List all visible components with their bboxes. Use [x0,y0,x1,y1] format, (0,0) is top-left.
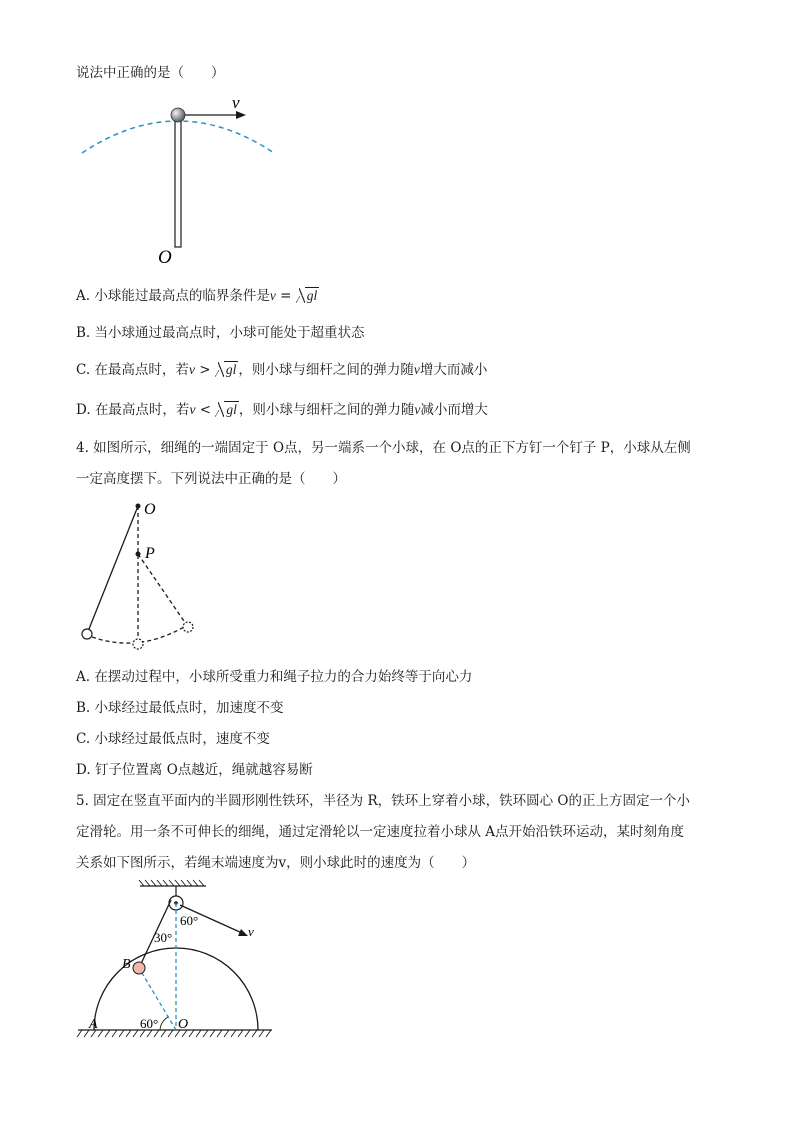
q5-angle-string-label: 30° [154,930,173,945]
q4-ball-bottom [133,639,143,649]
q3-o-label: O [158,247,172,268]
q3-figure-rod-on-circle [78,95,288,270]
q4-point-p [136,552,141,557]
q3-option-a[interactable]: A. 小球能过最高点的临界条件是v = gl [76,288,318,304]
q4-option-d[interactable]: D. 钉子位置离 O点越近，绳就越容易断 [76,762,313,778]
q3-arrowhead [236,111,246,119]
q5-angle-bottom-label: 60° [140,1016,159,1031]
q5-o-label: O [178,1017,189,1032]
q5-angle-top-label: 60° [180,913,199,928]
q5-b-label: B [122,957,131,972]
q5-arrowhead [238,929,248,936]
q5-v-label: v [248,924,254,939]
q3-option-b[interactable]: B. 当小球通过最高点时，小球可能处于超重状态 [76,325,365,341]
q4-string-right-dashed [138,554,186,624]
q3-stem: 说法中正确的是（ ） [76,65,225,81]
q5-ground-hatch [77,1030,271,1037]
q4-figure-pendulum [78,498,208,658]
q5-angle-arc-bottom [160,1017,168,1030]
q5-figure-ring-pulley [76,878,286,1043]
q3-ball [171,108,185,122]
q3-option-d[interactable]: D. 在最高点时，若v < gl ，则小球与细杆之间的弹力随v减小而增大 [76,402,488,418]
q4-ball-left [82,629,92,639]
q4-o-label: O [144,501,156,518]
q4-p-label: P [145,545,155,562]
q5-a-label: A [89,1017,98,1032]
q3-v-label: v [232,93,240,112]
q5-stem-line3: 关系如下图所示，若绳末端速度为v，则小球此时的速度为（ ） [76,855,476,871]
q4-option-c[interactable]: C. 小球经过最低点时，速度不变 [76,731,270,747]
q4-string-left [87,506,138,634]
q4-option-a[interactable]: A. 在摆动过程中，小球所受重力和绳子拉力的合力始终等于向心力 [76,669,473,685]
q5-stem-line1: 5. 固定在竖直平面内的半圆形刚性铁环，半径为 R，铁环上穿着小球，铁环圆心 O的正上方固定一个小 [76,793,690,809]
q5-stem-line2: 定滑轮。用一条不可伸长的细绳，通过定滑轮以一定速度拉着小球从 A点开始沿铁环运动，某时刻角度 [76,824,685,840]
q5-ceiling-hatch [139,880,204,886]
q4-option-b[interactable]: B. 小球经过最低点时，加速度不变 [76,700,284,716]
q4-stem-line2: 一定高度摆下。下列说法中正确的是（ ） [76,471,346,487]
q5-ball-b [133,962,145,974]
q3-rod [175,117,181,247]
q4-ball-right [183,622,193,632]
q4-point-o [136,504,141,509]
q3-option-c[interactable]: C. 在最高点时，若v > gl ，则小球与细杆之间的弹力随v增大而减小 [76,362,488,378]
q4-stem-line1: 4. 如图所示，细绳的一端固定于 O点，另一端系一个小球，在 O点的正下方钉一个钉子 P，小球从左侧 [76,440,691,456]
